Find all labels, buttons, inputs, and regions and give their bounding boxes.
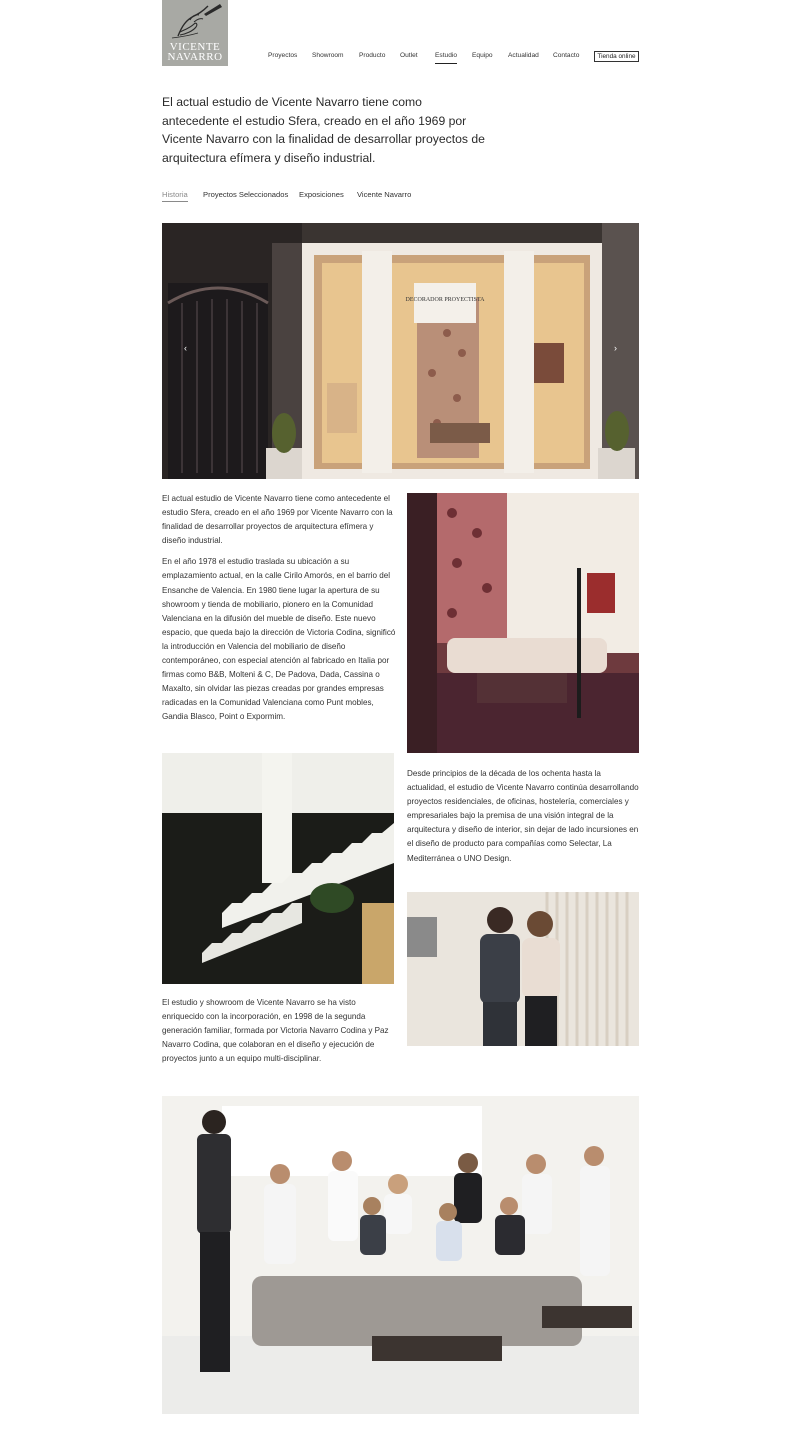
nav-item-equipo[interactable]: Equipo (472, 52, 493, 59)
brand-name-line2: NAVARRO (167, 51, 223, 63)
history-text-block-2 (407, 767, 639, 866)
storefront-photo (162, 223, 639, 479)
founders-photo (407, 892, 639, 1046)
tab-historia[interactable]: Historia (162, 190, 188, 199)
nav-item-outlet[interactable]: Outlet (400, 52, 418, 59)
hand-drawing-logo-icon (168, 2, 224, 40)
staircase-illustration (162, 753, 394, 984)
intro-heading: El actual estudio de Vicente Navarro tiene como antecedente el estudio Sfera, creado en el año 1969 por Vicente Navarro con la finalidad de desarrollar proyectos de arquitectura efímera y diseño industrial. (162, 95, 485, 165)
nav-item-showroom[interactable]: Showroom (312, 52, 344, 59)
history-paragraph-1: El actual estudio de Vicente Navarro tiene como antecedente el estudio Sfera, creado en el año 1969 por Vicente Navarro con la finalidad de desarrollar proyectos de arquitectura efímera y diseño industrial. (162, 494, 393, 546)
history-paragraph-3: Desde principios de la década de los ochenta hasta la actualidad, el estudio de Vicente Navarro continúa desarrollando proyectos residenciales, de oficinas, hostelería, comerciales y empresariales bajo la premisa de una visión integral de la arquitectura y diseño de interior, sin dejar de lado incursiones en el diseño de producto para compañías como Selectar, La Mediterránea o UNO Design. (407, 769, 639, 863)
tab-exposiciones[interactable]: Exposiciones (299, 190, 344, 199)
brand-name-line1: VICENTE (169, 41, 221, 53)
history-text-block-1 (162, 492, 396, 725)
tab-vicente-navarro[interactable]: Vicente Navarro (357, 190, 412, 199)
nav-item-estudio[interactable]: Estudio (435, 52, 457, 64)
online-shop-button[interactable]: Tienda online (594, 51, 639, 62)
staircase-photo (162, 753, 394, 984)
showroom-interior-photo (407, 493, 639, 753)
history-paragraph-2: En el año 1978 el estudio traslada su ubicación a su emplazamiento actual, en la calle Cirilo Amorós, en el barrio del Ensanche de Valencia. En 1980 tiene lugar la apertura de su showroom y tienda de mobiliario, pionero en la Comunidad Valenciana en la difusión del mueble de diseño. Este nuevo espacio, que queda bajo la dirección de Victoria Codina, significó la introducción en Valencia del mobiliario de diseño contemporáneo, con especial atención al fabricado en Italia por firmas como B&B, Molteni & C, De Padova, Dada, Cassina o Maxalto, sin olvidar las piezas creadas por grandes empresas radicadas en la Comunidad Valenciana como Punt mobles, Gandia Blasco, Point o Expormim. (162, 557, 396, 722)
tab-proyectos-seleccionados[interactable]: Proyectos Seleccionados (203, 190, 289, 199)
hero-carousel-image[interactable] (162, 223, 639, 479)
carousel-prev-icon[interactable]: ‹ (184, 343, 187, 353)
nav-item-producto[interactable]: Producto (359, 52, 386, 59)
nav-item-actualidad[interactable]: Actualidad (508, 52, 539, 59)
history-text-block-3 (162, 996, 396, 1066)
nav-item-contacto[interactable]: Contacto (553, 52, 580, 59)
storefront-sign-text: DECORADOR PROYECTISTA (405, 297, 485, 303)
history-paragraph-4: El estudio y showroom de Vicente Navarro se ha visto enriquecido con la incorporación, en 1998 de la segunda generación familiar, formada por Victoria Navarro Codina y Paz Navarro Codina, que colaboran en el diseño y ejecución de proyectos junto a un equipo multi-disciplinar. (162, 998, 389, 1064)
nav-item-proyectos[interactable]: Proyectos (268, 52, 298, 59)
carousel-next-icon[interactable]: › (614, 343, 617, 353)
two-women-illustration (407, 892, 639, 1046)
brand-logo[interactable] (162, 0, 228, 66)
pink-interior-illustration (407, 493, 639, 753)
team-illustration (162, 1096, 639, 1414)
team-group-photo (162, 1096, 639, 1414)
